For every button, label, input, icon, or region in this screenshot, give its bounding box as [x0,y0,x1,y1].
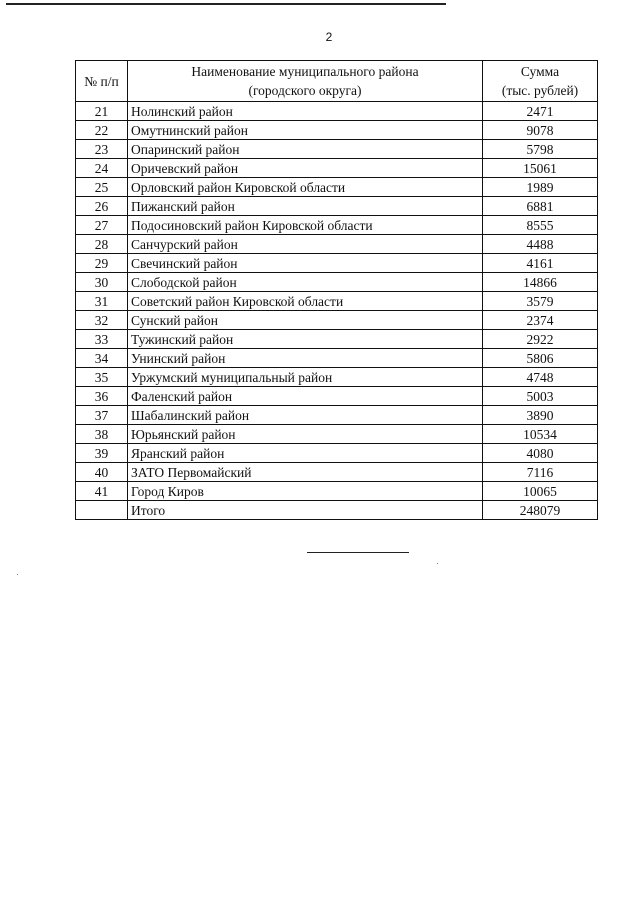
row-sum: 14866 [483,273,598,292]
row-number: 24 [76,159,128,178]
row-name: Уржумский муниципальный район [128,368,483,387]
row-name: Свечинский район [128,254,483,273]
table-row [76,159,598,178]
row-name: Опаринский район [128,140,483,159]
row-number: 38 [76,425,128,444]
row-sum: 5798 [483,140,598,159]
row-name: Слободской район [128,273,483,292]
row-sum: 2471 [483,102,598,121]
table-row [76,178,598,197]
row-name: Город Киров [128,482,483,501]
row-name: Юрьянский район [128,425,483,444]
row-number: 39 [76,444,128,463]
table-row [76,197,598,216]
row-number: 28 [76,235,128,254]
row-name: Нолинский район [128,102,483,121]
row-number: 22 [76,121,128,140]
row-sum: 9078 [483,121,598,140]
row-sum: 4161 [483,254,598,273]
row-name: Подосиновский район Кировской области [128,216,483,235]
table-header-row [76,61,598,102]
header-sum-line1: Сумма [520,64,560,79]
row-name: Санчурский район [128,235,483,254]
table-row [76,444,598,463]
header-name-line2: (городского округа) [248,83,362,98]
row-name: Пижанский район [128,197,483,216]
row-number: 29 [76,254,128,273]
table-row [76,102,598,121]
table-row [76,273,598,292]
row-sum: 7116 [483,463,598,482]
row-sum: 3890 [483,406,598,425]
table-row [76,387,598,406]
row-number: 21 [76,102,128,121]
row-sum: 8555 [483,216,598,235]
table-row [76,311,598,330]
total-name: Итого [128,501,483,520]
total-sum: 248079 [483,501,598,520]
distribution-table [75,60,598,520]
row-name: Унинский район [128,349,483,368]
row-sum: 10065 [483,482,598,501]
row-sum: 6881 [483,197,598,216]
scan-speck [17,574,18,575]
row-name: Фаленский район [128,387,483,406]
row-sum: 1989 [483,178,598,197]
row-sum: 15061 [483,159,598,178]
row-sum: 2922 [483,330,598,349]
row-sum: 4748 [483,368,598,387]
row-number: 30 [76,273,128,292]
row-number: 26 [76,197,128,216]
row-name: ЗАТО Первомайский [128,463,483,482]
row-number: 36 [76,387,128,406]
row-name: Омутнинский район [128,121,483,140]
table-body [76,102,598,520]
table-row [76,368,598,387]
row-number: 34 [76,349,128,368]
footer-rule [307,552,409,553]
row-number: 23 [76,140,128,159]
row-number: 25 [76,178,128,197]
row-number: 37 [76,406,128,425]
row-sum: 2374 [483,311,598,330]
header-sum-line2: (тыс. рублей) [501,83,579,98]
row-sum: 5003 [483,387,598,406]
table-row [76,292,598,311]
table-row [76,349,598,368]
table-row [76,216,598,235]
header-name-line1: Наименование муниципального района [191,64,419,79]
table-row [76,140,598,159]
row-name: Шабалинский район [128,406,483,425]
row-name: Советский район Кировской области [128,292,483,311]
top-rule [6,3,446,5]
row-number: 35 [76,368,128,387]
table-row [76,121,598,140]
header-name [128,61,483,102]
table-row [76,406,598,425]
total-row [76,501,598,520]
row-number: 32 [76,311,128,330]
row-name: Орловский район Кировской области [128,178,483,197]
row-number: 31 [76,292,128,311]
table-row [76,425,598,444]
row-number: 33 [76,330,128,349]
row-name: Сунский район [128,311,483,330]
header-number: № п/п [76,61,128,102]
row-name: Тужинский район [128,330,483,349]
header-sum [483,61,598,102]
row-sum: 4080 [483,444,598,463]
table-row [76,254,598,273]
table-row [76,235,598,254]
table-row [76,482,598,501]
row-number: 41 [76,482,128,501]
row-sum: 10534 [483,425,598,444]
total-num [76,501,128,520]
row-number: 27 [76,216,128,235]
row-name: Яранский район [128,444,483,463]
table-row [76,330,598,349]
row-sum: 3579 [483,292,598,311]
row-number: 40 [76,463,128,482]
row-sum: 4488 [483,235,598,254]
table-row [76,463,598,482]
page-number: 2 [325,30,333,44]
row-sum: 5806 [483,349,598,368]
scan-speck [437,563,438,564]
row-name: Оричевский район [128,159,483,178]
